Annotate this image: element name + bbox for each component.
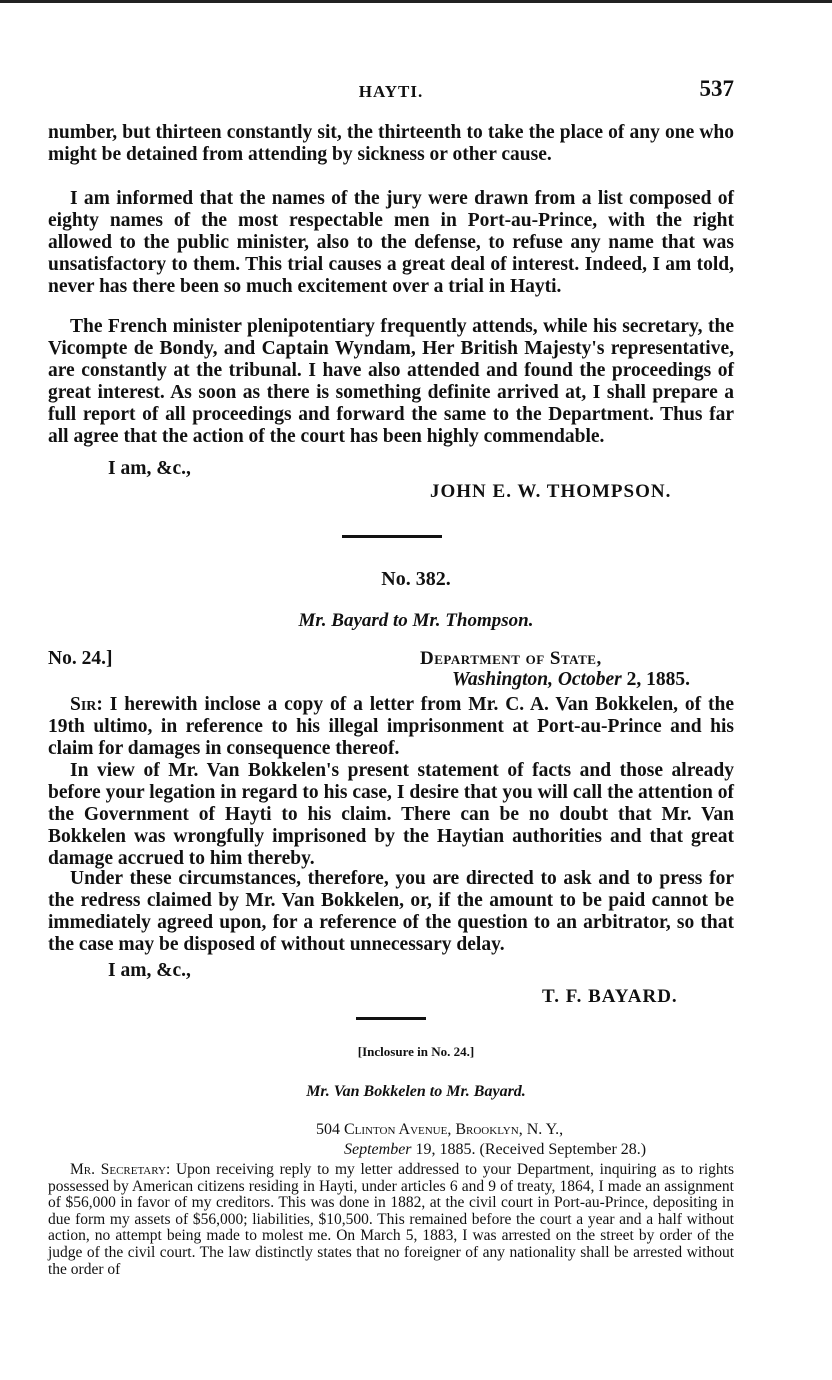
salutation-mr-secretary: Mr. Secretary [70,1161,166,1178]
department-line: Department of State, [420,648,602,669]
paragraph-inclose-text: : I herewith inclose a copy of a letter from Mr. C. A. Van Bokkelen, of the 19th ultimo, in reference to his illegal imprisonment at Port-au-Prince and his claim for damages in consequence thereof. [48,694,734,759]
place-italic: Washington, October [452,669,622,690]
page-top-border [0,0,832,3]
section-divider [342,535,442,538]
running-head: HAYTI. [358,82,424,101]
address-street: Clinton Avenue, Brooklyn, N. Y., [344,1121,564,1138]
page-number: 537 [699,76,734,101]
inclosure-month: September [344,1141,412,1158]
inclosure-date-rest: 19, 1885. (Received September 28.) [411,1141,647,1158]
signature-bayard: T. F. BAYARD. [542,986,678,1007]
place-date-line [452,669,690,691]
document-heading: Mr. Bayard to Mr. Thompson. [298,610,534,631]
paragraph-inclose [48,694,734,760]
inclosure-label: [Inclosure in No. 24.] [357,1044,475,1059]
inclosure-body-text: : Upon receiving reply to my letter addressed to your Department, inquiring as to rights possessed by American citizens residing in Hayti, under articles 6 and 9 of treaty, 1864, I made an assignment of $56,000 in favor of my creditors. This was done in 1882, at the civil court in Port-au-Prince, depositing in due form my assets of $56,000; liabilities, $10,500. This remained before the court a year and a half without action, no attempt being made to molest me. On March 5, 1883, I was arrested on the street by order of the judge of the civil court. The law distinctly states that no foreigner of any nationality shall be arrested without the order of [48,1161,734,1278]
section-divider-2 [356,1017,426,1020]
salutation-sir: Sir [70,694,97,715]
paragraph-redress: Under these circumstances, therefore, you are directed to ask and to press for the redress claimed by Mr. Van Bokkelen, or, if the amount to be paid cannot be immediately agreed upon, for a reference of the question to an arbitrator, so that the case may be disposed of without unnecessary delay. [48,868,734,955]
paragraph-french-minister: The French minister plenipotentiary frequently attends, while his secretary, the Vicompte de Bondy, and Captain Wyndam, Her British Majesty's representative, are constantly at the tribunal. I have also attended and found the proceedings of great interest. As soon as there is something definite arrived at, I shall prepare a full report of all proceedings and forward the same to the Department. Thus far all agree that the action of the court has been highly commendable. [48,316,734,447]
address-number: 504 [316,1121,344,1138]
document-number: No. 382. [381,568,451,590]
inclosure-body [48,1162,734,1278]
dispatch-number: No. 24.] [48,648,113,669]
paragraph-continuation: number, but thirteen constantly sit, the thirteenth to take the place of any one who might be detained from attending by sickness or other cause. [48,122,734,165]
closing-bayard: I am, &c., [108,960,191,981]
date-text: 2, 1885. [621,669,690,690]
address-line [316,1121,563,1139]
paragraph-statement: In view of Mr. Van Bokkelen's present statement of facts and those already before your legation in regard to his case, I desire that you will call the attention of the Government of Hayti to his claim. There can be no doubt that Mr. Van Bokkelen was wrongfully imprisoned by the Haytian authorities and that great damage accrued to him thereby. [48,760,734,869]
inclosure-dateline [344,1141,646,1159]
signature-thompson: JOHN E. W. THOMPSON. [430,481,672,502]
page-header [48,76,734,106]
closing-thompson: I am, &c., [108,458,191,479]
paragraph-jury: I am informed that the names of the jury were drawn from a list composed of eighty names of the most respectable men in Port-au-Prince, with the right allowed to the public minister, also to the defense, to refuse any name that was unsatisfactory to them. This trial causes a great deal of interest. Indeed, I am told, never has there been so much excitement over a trial in Hayti. [48,188,734,297]
inclosure-heading: Mr. Van Bokkelen to Mr. Bayard. [306,1083,526,1100]
